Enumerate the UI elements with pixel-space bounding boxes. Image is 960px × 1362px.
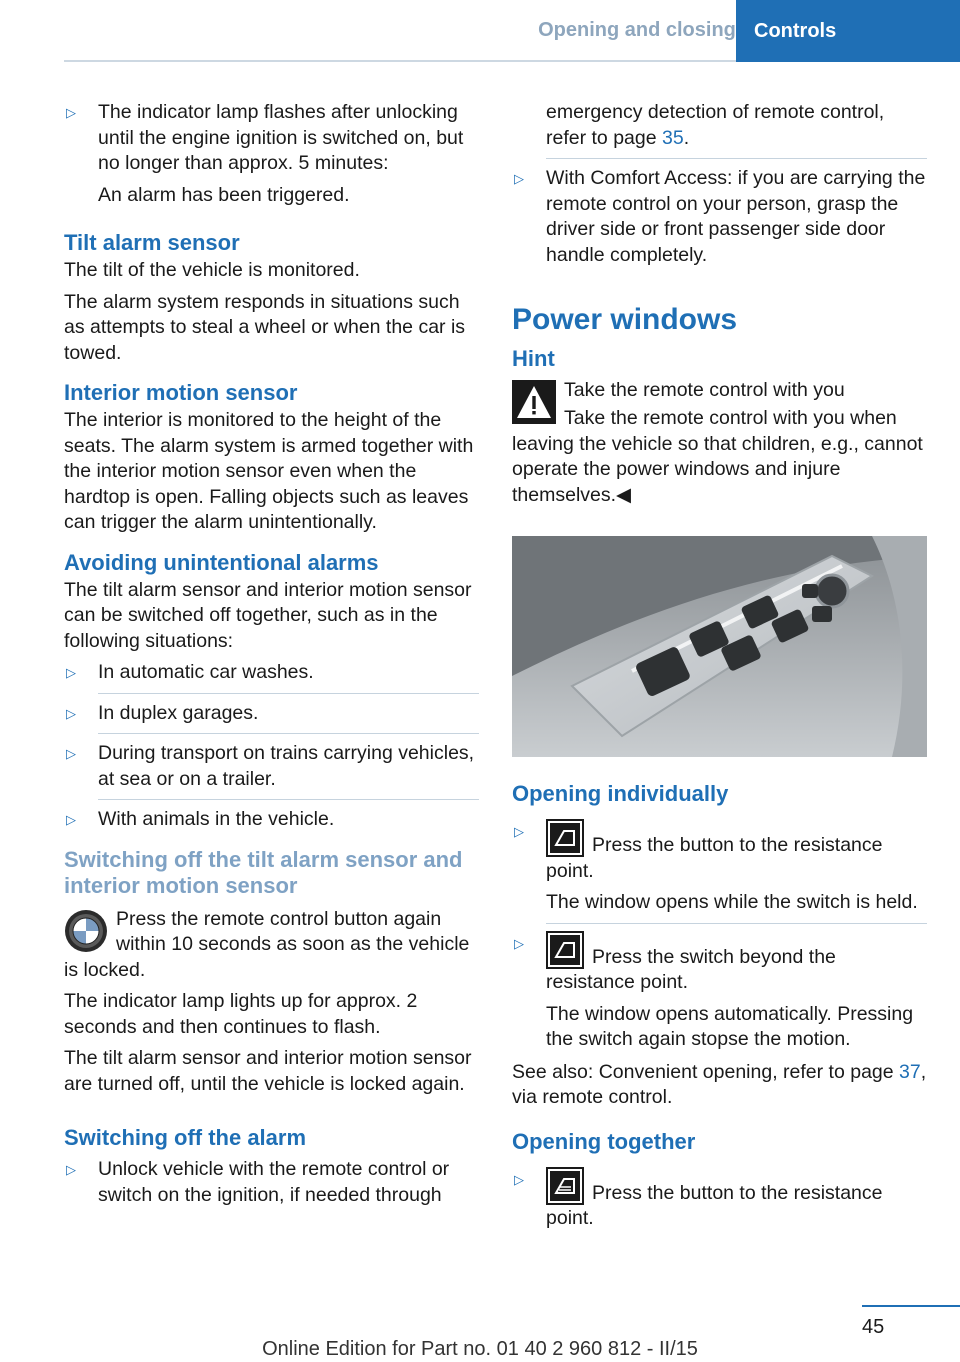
divider (546, 158, 927, 159)
list-item-text: Press the switch beyond the resistance point. (546, 945, 836, 993)
divider (546, 923, 927, 924)
paragraph: The interior is monitored to the height of the seats. The alarm system is armed together with the interior motion sensor even when the hardtop is open. Falling objects such as leaves can trigger the alarm unintentionally. (64, 409, 474, 533)
list-item: ▷ In duplex garages. (64, 701, 479, 727)
paragraph: The tilt alarm sensor and interior motion sensor are turned off, until the vehicle is locked again. (64, 1047, 472, 1095)
heading-opening-together: Opening together (512, 1128, 696, 1154)
bmw-remote-button-icon (64, 909, 108, 953)
bullet-list (64, 660, 479, 833)
window-switch-panel-photo (512, 536, 927, 757)
warning-text: Take the remote control with you when leaving the vehicle so that children, e.g., cannot operate the power windows and injure themselves.◀ (512, 407, 923, 506)
list-item: ▷ With Comfort Access: if you are carrying the remote control on your person, grasp the driver side or front passenger side door handle completely. (512, 166, 927, 268)
list-item-subtext: The window opens automatically. Pressing the switch again stopse the motion. (546, 1002, 914, 1050)
bullet-triangle-icon: ▷ (66, 705, 76, 721)
page-number: 45 (862, 1316, 885, 1338)
bullet-triangle-icon: ▷ (66, 105, 76, 120)
divider (98, 693, 479, 694)
bullet-triangle-icon: ▷ (514, 824, 524, 839)
edition-footer: Online Edition for Part no. 01 40 2 960 812 - II/15 (262, 1338, 698, 1360)
warning-icon (512, 380, 556, 424)
window-button-icon (546, 931, 584, 969)
bullet-triangle-icon: ▷ (66, 812, 76, 827)
bullet-triangle-icon: ▷ (66, 746, 76, 761)
paragraph: The tilt of the vehicle is monitored. (64, 259, 360, 281)
window-button-icon (546, 819, 584, 857)
list-item (512, 931, 927, 1053)
heading-avoiding-alarms: Avoiding unintentional alarms (64, 549, 379, 575)
right-column (512, 100, 927, 1239)
list-item-text: Press the button to the resistance point. (546, 1181, 883, 1229)
paragraph: The alarm system responds in situations such as attempts to steal a wheel or when the car is towed. (64, 290, 466, 364)
heading-interior-motion: Interior motion sensor (64, 380, 298, 405)
paragraph: The indicator lamp lights up for approx. 2 seconds and then continues to flash. (64, 990, 418, 1038)
page-link[interactable]: 35 (662, 126, 684, 149)
list-item (512, 1167, 927, 1232)
list-item: ▷ With animals in the vehicle. (64, 807, 479, 833)
list-item-text: Press the button to the resistance point. (546, 834, 883, 882)
bullet-triangle-icon: ▷ (66, 665, 76, 680)
bullet-triangle-icon: ▷ (66, 1162, 76, 1177)
divider (98, 799, 479, 800)
heading-power-windows: Power windows (512, 303, 738, 336)
header-rule (64, 60, 736, 62)
heading-opening-individually: Opening individually (512, 781, 729, 806)
list-item (64, 100, 479, 208)
windows-together-button-icon (546, 1167, 584, 1205)
list-item: ▷ During transport on trains carrying vehicles, at sea or on a trailer. (64, 741, 479, 792)
continued-text: emergency detection of remote control, refer to page 35. (546, 101, 885, 149)
list-item: ▷ Unlock vehicle with the remote control or switch on the ignition, if needed through (64, 1157, 479, 1208)
heading-tilt-alarm: Tilt alarm sensor (64, 230, 240, 255)
heading-switching-off-sensors: Switching off the tilt alarm sensor and interior motion sensor (64, 846, 463, 898)
left-column (64, 100, 479, 1215)
list-item: ▷ In automatic car washes. (64, 660, 479, 686)
bullet-triangle-icon: ▷ (514, 1171, 524, 1187)
divider (98, 733, 479, 734)
chapter-tab: Controls (736, 0, 960, 62)
list-item (512, 819, 927, 916)
running-header (538, 0, 960, 62)
heading-switching-off-alarm: Switching off the alarm (64, 1125, 307, 1150)
page-link[interactable]: 37 (899, 1060, 921, 1083)
remote-instruction (64, 907, 479, 984)
list-item-subtext: The window opens while the switch is held. (546, 891, 918, 913)
footer-rule (862, 1305, 960, 1307)
section-title: Opening and closing (538, 18, 736, 41)
paragraph: The tilt alarm sensor and interior motion sensor can be switched off together, such as in the following situations: (64, 578, 472, 652)
bullet-triangle-icon: ▷ (514, 935, 524, 951)
see-also: See also: Convenient opening, refer to page 37, via remote control. (512, 1060, 927, 1108)
warning-title: Take the remote control with you (564, 379, 845, 401)
warning-block (512, 378, 927, 508)
heading-hint: Hint (512, 346, 555, 371)
list-item-text: The indicator lamp flashes after unlocking until the engine ignition is switched on, but no longer than approx. 5 minutes: (98, 101, 464, 174)
bullet-triangle-icon: ▷ (514, 171, 524, 186)
paragraph: Press the remote control button again within 10 seconds as soon as the vehicle is locked. (64, 907, 470, 981)
list-item-subtext: An alarm has been triggered. (98, 183, 350, 206)
